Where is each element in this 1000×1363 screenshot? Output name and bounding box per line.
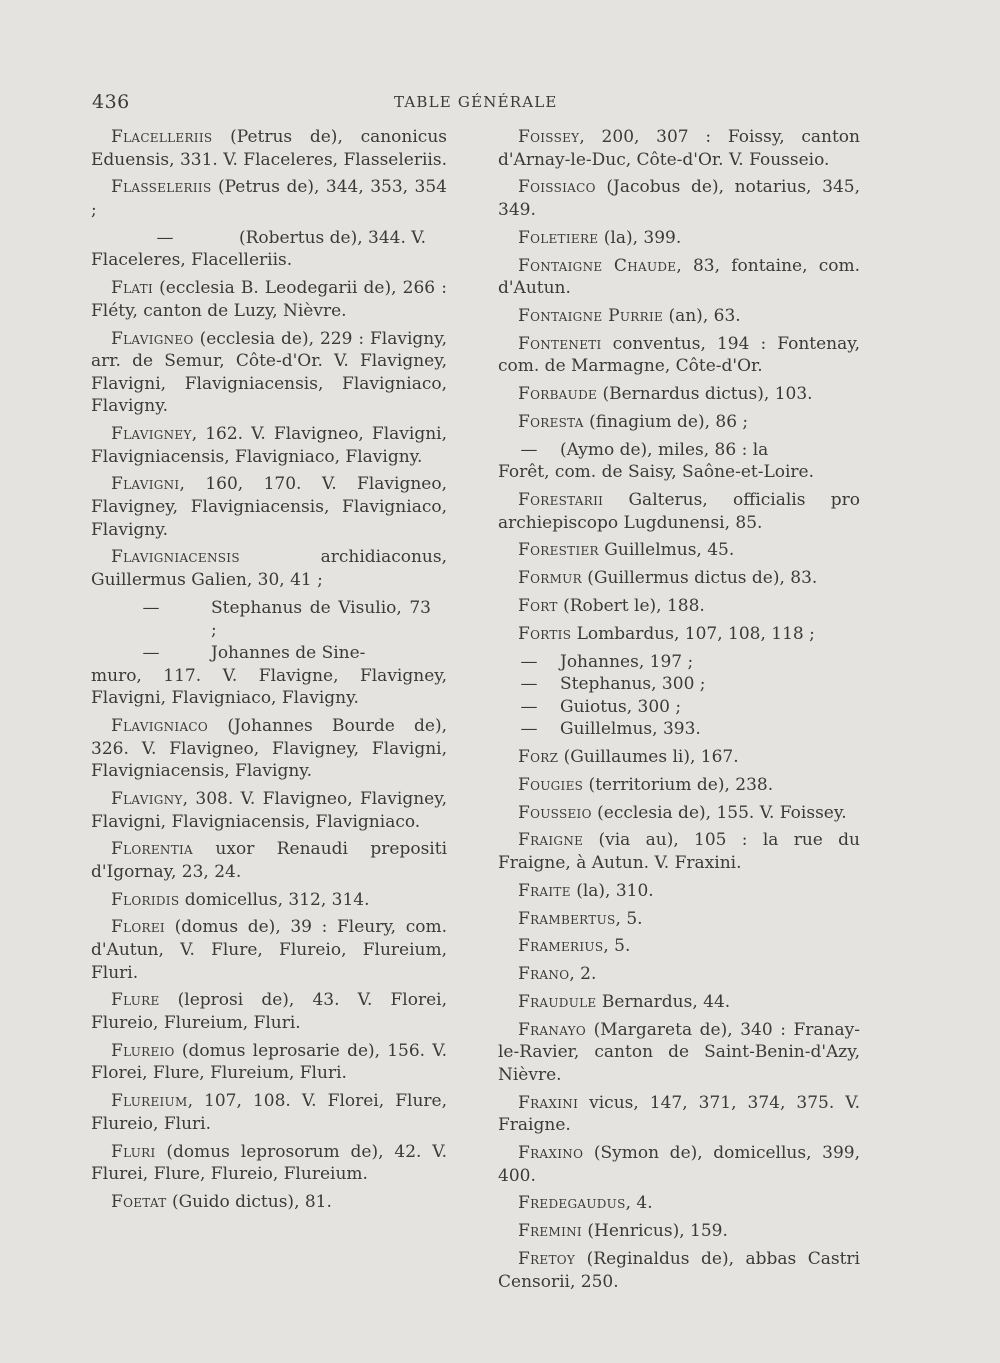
- index-entry: [498, 1248, 860, 1293]
- index-entry: [498, 1092, 860, 1137]
- entry-text: Lombardus, 107, 108, 118 ;: [571, 623, 815, 644]
- entry-text: (Jacobus de), notarius, 345, 349.: [498, 177, 860, 220]
- entry-headword: Fortis: [518, 623, 572, 644]
- entry-text: (domus leprosorum de), 42. V. Flurei, Flure, Flureio, Flureium.: [91, 1141, 447, 1185]
- entry-text: , 160, 170. V. Flavigneo, Flavigney, Flavigniacensis, Flavigniaco, Flavigny.: [91, 474, 447, 540]
- sub-entry-text: (Robertus de), 344. V.: [239, 227, 426, 248]
- index-entry: [498, 1142, 860, 1187]
- index-entry: [91, 889, 447, 912]
- entry-headword: Fraxini: [518, 1092, 579, 1113]
- entry-continuation: muro, 117. V. Flavigne, Flavigney, Flavigni, Flavigniaco, Flavigny.: [91, 665, 447, 709]
- entry-headword: Forestier: [518, 540, 599, 561]
- running-title: TABLE GÉNÉRALE: [394, 93, 558, 111]
- entry-headword: Foresta: [518, 411, 584, 432]
- sub-entry: [91, 597, 447, 642]
- entry-text: , 200, 307 : Foissy, canton d'Arnay-le-Duc, Côte-d'Or. V. Fousseio.: [498, 127, 860, 170]
- sub-entry: [498, 673, 860, 696]
- entry-text: (domus de), 39 : Fleury, com. d'Autun, V. Flure, Flureio, Flureium, Fluri.: [91, 917, 447, 983]
- entry-headword: Fonteneti: [518, 333, 602, 354]
- index-entry: [498, 333, 860, 378]
- entry-text: , 4.: [625, 1193, 653, 1214]
- index-entry: [498, 880, 860, 903]
- entry-text: (domus leprosarie de), 156. V. Florei, Flure, Flureium, Fluri.: [91, 1040, 447, 1084]
- sub-entry: [498, 718, 860, 741]
- entry-text: , 107, 108. V. Florei, Flure, Flureio, Fluri.: [91, 1091, 447, 1134]
- sub-entry: [498, 439, 860, 462]
- index-entry: [498, 255, 860, 300]
- entry-headword: Flavigny: [111, 788, 183, 809]
- entry-headword: Forbaude: [518, 384, 598, 405]
- entry-text: (Guido dictus), 81.: [166, 1191, 332, 1212]
- index-entry: [498, 227, 860, 250]
- index-entry: [498, 991, 860, 1014]
- index-entry: [498, 539, 860, 562]
- entry-text: Galterus, officialis pro archiepiscopo Lugdunensi, 85.: [498, 490, 860, 533]
- entry-text: (ecclesia de), 155. V. Foissey.: [591, 802, 847, 823]
- entry-headword: Framerius: [518, 936, 604, 957]
- index-entry: [91, 126, 447, 171]
- index-entry: [498, 908, 860, 931]
- entry-text: (ecclesia B. Leodegarii de), 266 : Fléty, canton de Luzy, Nièvre.: [91, 278, 447, 321]
- entry-text: conventus, 194 : Fontenay, com. de Marmagne, Côte-d'Or.: [498, 333, 860, 377]
- index-entry: [498, 305, 860, 328]
- ditto-dash: —: [156, 227, 174, 248]
- entry-text: (Reginaldus de), abbas Castri Censorii, 250.: [498, 1248, 860, 1292]
- ditto-dash: —: [520, 674, 538, 695]
- index-entry: [91, 916, 447, 984]
- entry-headword: Florentia: [111, 839, 194, 860]
- index-entry: [498, 411, 860, 434]
- sub-entry-text: Guillelmus, 393.: [560, 719, 701, 740]
- entry-headword: Flati: [111, 278, 154, 299]
- entry-headword: Florei: [111, 917, 165, 938]
- index-entry: [91, 277, 447, 322]
- ditto-dash: —: [520, 439, 538, 460]
- index-entry: [498, 176, 860, 221]
- index-entry: [91, 423, 447, 468]
- entry-headword: Flureio: [111, 1040, 175, 1061]
- index-entry: [498, 935, 860, 958]
- entry-text: (la), 399.: [598, 227, 682, 248]
- index-entry: [91, 328, 447, 418]
- entry-headword: Fraxino: [518, 1143, 584, 1164]
- entry-text: (Johannes Bourde de), 326. V. Flavigneo, Flavigney, Flavigni, Flavigniacensis, Flavigny.: [91, 715, 447, 782]
- entry-headword: Fluri: [111, 1141, 156, 1162]
- index-entry: [498, 595, 860, 618]
- entry-headword: Flavigneo: [111, 328, 194, 349]
- sub-entry-text: Stephanus de Visulio, 73 ;: [211, 597, 431, 641]
- index-entry: [498, 1220, 860, 1243]
- entry-headword: Flavigniaco: [111, 715, 209, 736]
- entry-headword: Flacelleriis: [111, 127, 213, 147]
- entry-headword: Forz: [518, 747, 559, 768]
- entry-text: (via au), 105 : la rue du Fraigne, à Autun. V. Fraxini.: [498, 830, 860, 873]
- entry-text: Guillelmus, 45.: [598, 540, 735, 561]
- index-entry: [91, 1090, 447, 1135]
- entry-text: , 2.: [569, 964, 597, 985]
- entry-text: (Petrus de), 344, 353, 354 ;: [91, 177, 447, 220]
- page-number: 436: [92, 91, 130, 113]
- entry-text: (leprosi de), 43. V. Florei, Flureio, Flureium, Fluri.: [91, 990, 447, 1033]
- entry-headword: Fraite: [518, 880, 571, 901]
- entry-text: (finagium de), 86 ;: [583, 411, 749, 432]
- index-entry: [91, 715, 447, 783]
- sub-entry-text: Guiotus, 300 ;: [560, 696, 682, 717]
- entry-text: (Guillermus dictus de), 83.: [581, 568, 818, 589]
- entry-text: (territorium de), 238.: [583, 774, 774, 795]
- index-entry: [498, 774, 860, 797]
- entry-headword: Frano: [518, 964, 570, 985]
- index-entry: [498, 1019, 860, 1087]
- index-entry: [498, 1192, 860, 1215]
- index-entry: [498, 126, 860, 171]
- entry-continuation: Flaceleres, Flacelleriis.: [91, 250, 293, 271]
- entry-headword: Flureium: [111, 1091, 188, 1112]
- entry-headword: Frambertus: [518, 908, 616, 929]
- entry-headword: Flavigniacensis: [111, 547, 240, 568]
- entry-headword: Fraigne: [518, 830, 584, 851]
- entry-text: domicellus, 312, 314.: [179, 889, 370, 910]
- entry-headword: Fredegaudus: [518, 1193, 626, 1214]
- index-entry: [91, 838, 447, 883]
- entry-headword: Flavigni: [111, 474, 180, 495]
- entry-headword: Fontaigne Purrie: [518, 305, 664, 326]
- entry-text: , 308. V. Flavigneo, Flavigney, Flavigni, Flavigniacensis, Flavigniaco.: [91, 788, 447, 832]
- index-entry: [91, 1141, 447, 1186]
- ditto-dash: —: [520, 719, 538, 740]
- ditto-dash: —: [520, 696, 538, 717]
- index-entry: [498, 829, 860, 874]
- entry-text: (an), 63.: [663, 305, 741, 326]
- sub-entry: [91, 642, 447, 665]
- entry-headword: Fousseio: [518, 802, 592, 823]
- index-entry: [91, 546, 447, 591]
- entry-headword: Foissey: [518, 127, 580, 147]
- index-entry: [91, 1040, 447, 1085]
- entry-headword: Foletiere: [518, 227, 599, 248]
- sub-entry: [498, 651, 860, 674]
- index-entry: [91, 989, 447, 1034]
- entry-headword: Foissiaco: [518, 177, 596, 198]
- entry-headword: Fretoy: [518, 1248, 576, 1269]
- sub-entry-text: Johannes de Sine-: [211, 642, 366, 663]
- left-column: [91, 126, 447, 1219]
- entry-headword: Fort: [518, 595, 558, 616]
- entry-headword: Foetat: [111, 1191, 167, 1212]
- entry-text: (Margareta de), 340 : Franay-le-Ravier, canton de Saint-Benin-d'Azy, Nièvre.: [498, 1019, 860, 1085]
- entry-headword: Franayo: [518, 1019, 587, 1040]
- entry-text: , 83, fontaine, com. d'Autun.: [498, 255, 860, 299]
- right-column: [498, 126, 860, 1298]
- entry-text: (Petrus de), canonicus Eduensis, 331. V. Flaceleres, Flasseleriis.: [91, 127, 447, 170]
- entry-headword: Fontaigne Chaude: [518, 255, 677, 276]
- entry-headword: Fougies: [518, 774, 584, 795]
- entry-headword: Flasseleriis: [111, 177, 212, 198]
- index-entry: [498, 383, 860, 406]
- index-entry: [498, 623, 860, 646]
- entry-continuation: Forêt, com. de Saisy, Saône-et-Loire.: [498, 462, 815, 483]
- entry-headword: Fremini: [518, 1221, 582, 1242]
- index-entry: [91, 473, 447, 541]
- entry-text: Bernardus, 44.: [596, 991, 731, 1012]
- entry-headword: Floridis: [111, 889, 180, 910]
- entry-text: , 162. V. Flavigneo, Flavigni, Flavigniacensis, Flavigniaco, Flavigny.: [91, 424, 447, 467]
- sub-entry-text: (Aymo de), miles, 86 : la: [560, 439, 769, 460]
- entry-text: , 5.: [603, 936, 631, 957]
- entry-text: (la), 310.: [570, 880, 654, 901]
- entry-text: (Symon de), domicellus, 399, 400.: [498, 1143, 860, 1186]
- index-entry: [498, 802, 860, 825]
- entry-text: (Guillaumes li), 167.: [558, 747, 739, 768]
- sub-entry-text: Johannes, 197 ;: [560, 651, 694, 672]
- index-entry: [498, 963, 860, 986]
- ditto-dash: —: [142, 642, 160, 663]
- entry-text: (Henricus), 159.: [581, 1221, 728, 1242]
- entry-headword: Forestarii: [518, 490, 604, 510]
- entry-headword: Flavigney: [111, 424, 192, 445]
- sub-entry: [91, 227, 447, 250]
- index-entry: [498, 567, 860, 590]
- index-entry: [91, 788, 447, 833]
- entry-headword: Flure: [111, 990, 160, 1011]
- sub-entry-text: Stephanus, 300 ;: [560, 674, 706, 695]
- ditto-dash: —: [142, 597, 160, 618]
- index-entry: [91, 176, 447, 221]
- entry-text: (Bernardus dictus), 103.: [597, 384, 813, 405]
- entry-text: (ecclesia de), 229 : Flavigny, arr. de Semur, Côte-d'Or. V. Flavigney, Flavigni, Flavigniacensis, Flavigniaco, Flavigny.: [91, 328, 447, 417]
- sub-entry: [498, 696, 860, 719]
- index-entry: [91, 1191, 447, 1214]
- entry-text: archidiaconus, Guillermus Galien, 30, 41 ;: [91, 547, 447, 590]
- entry-text: (Robert le), 188.: [557, 595, 705, 616]
- entry-text: vicus, 147, 371, 374, 375. V. Fraigne.: [498, 1092, 860, 1136]
- index-entry: [498, 489, 860, 534]
- index-entry: [498, 746, 860, 769]
- entry-headword: Fraudule: [518, 991, 597, 1012]
- entry-text: , 5.: [615, 908, 643, 929]
- entry-text: uxor Renaudi prepositi d'Igornay, 23, 24.: [91, 839, 447, 882]
- entry-headword: Formur: [518, 568, 582, 589]
- ditto-dash: —: [520, 651, 538, 672]
